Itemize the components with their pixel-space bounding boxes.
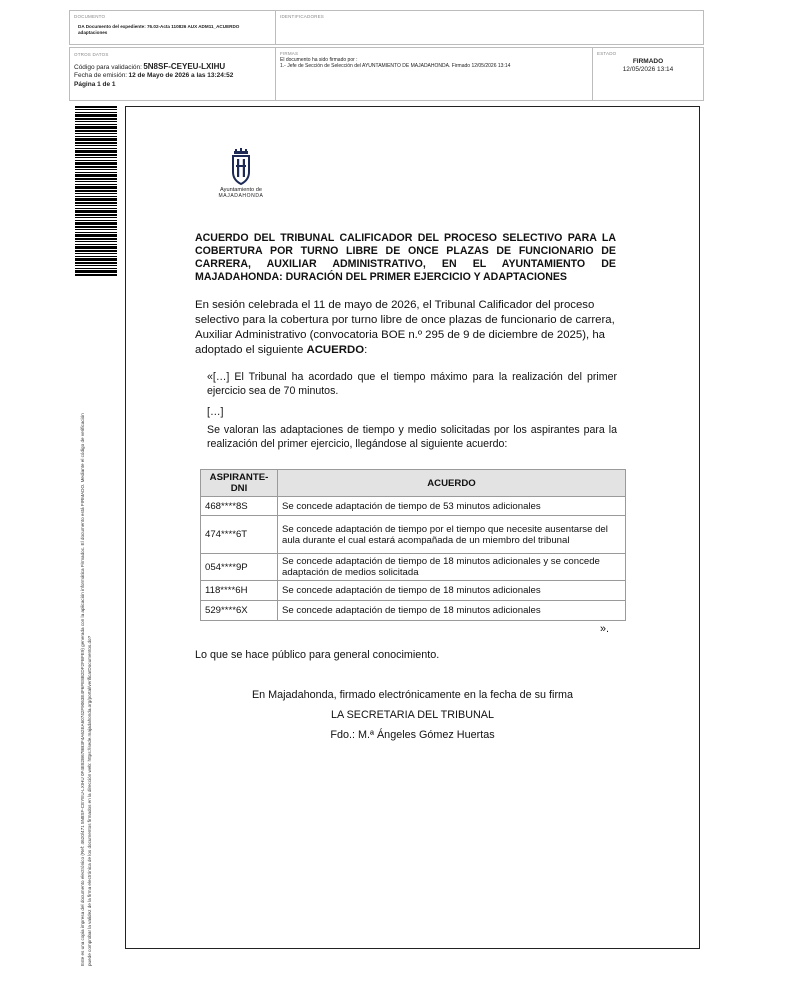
- signature-role: LA SECRETARIA DEL TRIBUNAL: [330, 709, 494, 721]
- header-otros-datos-box: [69, 47, 276, 101]
- otros-datos-caption: OTROS DATOS: [74, 52, 109, 57]
- logo-line-1: Ayuntamiento de: [220, 187, 262, 193]
- column-header-dni: ASPIRANTE-DNI: [201, 470, 278, 497]
- page-count: Página 1 de 1: [74, 80, 116, 88]
- quote-paragraph-1: «[…] El Tribunal ha acordado que el tiempo máximo para la realización del primer ejercicio sea de 70 minutos.: [207, 371, 617, 397]
- cell-dni: 474****6T: [201, 516, 278, 554]
- cell-dni: 118****6H: [201, 581, 278, 601]
- firmas-caption: FIRMAS: [280, 51, 299, 56]
- cell-acuerdo: Se concede adaptación de tiempo de 18 minutos adicionales: [278, 601, 626, 621]
- cell-acuerdo: Se concede adaptación de tiempo de 18 minutos adicionales: [278, 581, 626, 601]
- header-identificadores-box: [275, 10, 704, 45]
- issue-date-value: 12 de Mayo de 2026 a las 13:24:52: [128, 72, 234, 80]
- header-documento-box: [69, 10, 276, 45]
- quote-ellipsis: […]: [207, 406, 224, 418]
- intro-text: En sesión celebrada el 11 de mayo de 2026, el Tribunal Calificador del proceso selectivo para la cobertura por turno libre de once plazas de funcionario de carrera, Auxiliar Administrativo (convocatoria BOE n.º 295 de 9 de diciembre de 2025), ha adoptado el siguiente: [195, 299, 615, 356]
- cell-acuerdo: Se concede adaptación de tiempo de 53 minutos adicionales: [278, 497, 626, 516]
- public-notice: Lo que se hace público para general conocimiento.: [195, 649, 440, 661]
- adaptations-table: [200, 469, 626, 621]
- cell-dni: 054****9P: [201, 554, 278, 581]
- intro-bold: ACUERDO: [306, 344, 365, 356]
- firmas-line-1: El documento ha sido firmado por :: [280, 56, 358, 63]
- quote-paragraph-2: Se valoran las adaptaciones de tiempo y medio solicitadas por los aspirantes para la realización del primer ejercicio, llegándose al siguiente acuerdo:: [207, 424, 617, 450]
- column-header-acuerdo: ACUERDO: [278, 470, 626, 497]
- document-title: ACUERDO DEL TRIBUNAL CALIFICADOR DEL PROCESO SELECTIVO PARA LA COBERTURA POR TURNO LIBRE DE ONCE PLAZAS DE FUNCIONARIO DE CARRERA, AUXILIAR ADMINISTRATIVO, EN EL AYUNTAMIENTO DE MAJADAHONDA: DURACIÓN DEL PRIMER EJERCICIO Y ADAPTACIONES: [195, 232, 616, 283]
- issue-date-label: Fecha de emisión:: [74, 72, 128, 80]
- table-row: [201, 554, 626, 581]
- documento-caption: DOCUMENTO: [74, 14, 106, 19]
- estado-caption: ESTADO: [597, 51, 617, 56]
- table-row: [201, 581, 626, 601]
- quote-close: ».: [600, 623, 610, 635]
- firmas-line-2: 1.- Jefe de Sección de Selección del AYUNTAMIENTO DE MAJADAHONDA. Firmado 12/05/2026 13:14: [280, 63, 511, 70]
- cell-acuerdo: Se concede adaptación de tiempo de 18 minutos adicionales y se concede adaptación de medios solicitada: [278, 554, 626, 581]
- verification-line-2: puede comprobar la validez de la firma electrónica de los documentos firmados en la dirección web: https://sede.majadahonda.org/portal/verificarDocumentos.do?: [86, 635, 92, 966]
- coat-of-arms-icon: [229, 148, 253, 186]
- identificadores-caption: IDENTIFICADORES: [280, 14, 325, 19]
- validation-code-line: [74, 62, 271, 72]
- verification-side-note: [80, 276, 93, 966]
- status-date: 12/05/2026 13:14: [622, 66, 674, 74]
- header-firmas-box: [275, 47, 593, 101]
- signature-name: Fdo.: M.ª Ángeles Gómez Huertas: [330, 729, 495, 741]
- issue-date-line: [74, 72, 271, 80]
- verification-line-1: Este es una copia impresa del documento electrónico (Ref: 4620/471 5N8SF-CEYEU-LXIHU 0F4E82B67BB3F4A62EA60742F9063E4F6FE8B2DF2FBFE9) generada con la aplicación informática Firmadoc. El documento está FIRMADO. Mediante el código de verificación: [80, 413, 85, 966]
- validation-code-value[interactable]: 5N8SF-CEYEU-LXIHU: [143, 61, 226, 71]
- signature-place: En Majadahonda, firmado electrónicamente en la fecha de su firma: [251, 689, 574, 701]
- documento-text: DA Documento del expediente: 76.02-Acta 110826 AUX ADM11_ACUERDO adaptaciones: [78, 23, 240, 35]
- barcode: [75, 106, 117, 276]
- cell-acuerdo: Se concede adaptación de tiempo por el tiempo que necesite ausentarse del aula durante el cual estará acompañada de un miembro del tribunal: [278, 516, 626, 554]
- intro-end: :: [364, 344, 368, 356]
- logo-line-2: MAJADAHONDA: [218, 193, 264, 199]
- status-badge: FIRMADO: [632, 57, 664, 65]
- cell-dni: 468****8S: [201, 497, 278, 516]
- table-header-row: [201, 470, 626, 497]
- intro-paragraph: [195, 298, 618, 358]
- table-row: [201, 601, 626, 621]
- header-estado-box: [592, 47, 704, 101]
- table-row: [201, 497, 626, 516]
- validation-code-label: Código para validación:: [74, 63, 142, 71]
- table-row: [201, 516, 626, 554]
- cell-dni: 529****6X: [201, 601, 278, 621]
- municipality-logo: [215, 148, 267, 199]
